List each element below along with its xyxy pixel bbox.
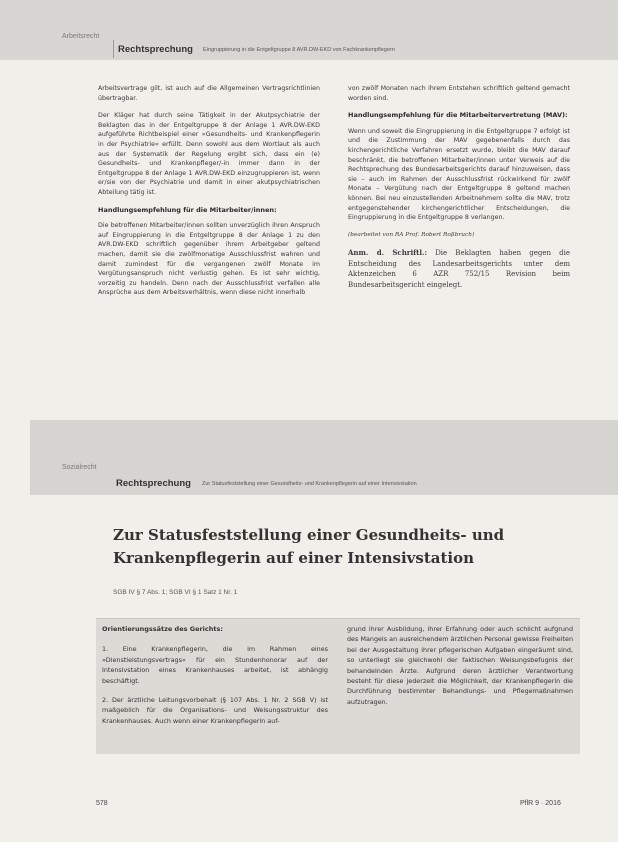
paragraph: von zwölf Monaten nach ihrem Entstehen schriftlich geltend gemacht worden sind.	[348, 85, 570, 102]
article-title: Zur Statusfeststellung einer Gesundheits- und Krankenpflegerin auf einer Intensivstation	[113, 526, 505, 567]
law-reference: SGB IV § 7 Abs. 1; SGB VI § 1 Satz 1 Nr. 1	[113, 589, 238, 596]
author-note: (bearbeitet von RA Prof. Robert Roßbruch)	[348, 231, 475, 238]
section-label: Arbeitsrecht	[62, 33, 100, 40]
principle-1: 1. Eine Krankenpflegerin, die im Rahmen eines »Dienstleistungsvertrags« für ein Stundenhonorar auf der Intensivstation eines Krankenhauses arbeitet, ist abhängig beschäftigt.	[102, 645, 328, 685]
rubric-subtitle: Eingruppierung in die Entgeltgruppe 8 AVR.DW-EKD von Fachkrankenpflegern	[203, 47, 395, 53]
editor-note-text: Die Beklagten haben gegen die Entscheidung des Landesarbeitsgerichts unter dem Aktenzeichen 6 AZR 752/15 Revision beim Bundesarbeitsgericht eingelegt.	[348, 249, 571, 289]
paragraph: Wenn und soweit die Eingruppierung in die Entgeltgruppe 7 erfolgt ist und die Zustimmung der MAV gegebenenfalls durch das kirchengerichtliche Verfahren ersetzt wurde, bleibt die MAV darauf beschränkt, die betroffenen Mitarbeiter/innen unter Verweis auf die Rechtsprechung des Bundesarbeitsgerichts darauf hinzuweisen, dass sie – auch im Rahmen der Ausschlussfrist rückwirkend für zwölf Monate – Vergütung nach der Entgeltgruppe 8 geltend machen können. Bei neu einzustellenden Arbeitnehmern sollte die MAV, trotz entgegenstehender kirchengerichtlicher Entscheidungen, die Eingruppierung in die Entgeltgruppe 8 verlangen.	[348, 127, 570, 222]
box-left-column	[102, 624, 328, 735]
page-number: 578	[96, 800, 108, 807]
rubric-subtitle: Zur Statusfeststellung einer Gesundheits- und Krankenpflegerin auf einer Intensivstation	[202, 481, 417, 487]
divider	[113, 40, 114, 58]
left-column	[98, 84, 320, 306]
paragraph: Arbeitsvertrage gilt, ist auch auf die Allgemeinen Vertragsrichtlinien übertragbar.	[98, 85, 320, 102]
section-heading: Handlungsempfehlung für die Mitarbeitervertretung (MAV):	[348, 111, 568, 120]
rubric-title: Rechtsprechung	[116, 478, 191, 489]
box-heading: Orientierungssätze des Gerichts:	[102, 625, 223, 633]
editor-note-label: Anm. d. Schriftl.:	[348, 248, 428, 258]
principle-2: 2. Der ärztliche Leitungsvorbehalt (§ 107 Abs. 1 Nr. 2 SGB V) ist maßgeblich für die Organisations- und Weisungsstruktur des Krankenhauses. Auch wenn einer Krankenpflegerin auf-	[102, 696, 328, 725]
section-heading: Handlungsempfehlung für die Mitarbeiter/innen:	[98, 205, 277, 214]
paragraph: Die betroffenen Mitarbeiter/innen sollten unverzüglich ihren Anspruch auf Eingruppierung in die Entgeltgruppe 8 der Anlage 1 zu den AVR.DW-EKD schriftlich gegenüber ihrem Arbeitgeber geltend machen, damit sie die zwölfmonatige Ausschlussfrist wahren und damit zumindest für die vergangenen zwölf Monate im Vergütungsanspruch nicht verlustig gehen. Es ist sehr wichtig, vorzeitig zu handeln. Denn nach der Ausschlussfrist verfallen alle Ansprüche aus dem Arbeitsverhältnis, wenn diese nicht innerhalb	[98, 222, 320, 297]
paragraph: Der Kläger hat durch seine Tätigkeit in der Akutpsychiatrie der Beklagten das in der Entgeltgruppe 8 der Anlage 1 AVR.DW-EKD aufgeführte Richtbeispiel einer »Gesundheits- und Krankenpflegerin in der Psychiatrie« erfüllt. Denn sowohl aus dem Wortlaut als auch aus der Systematik der Regelung ergibt sich, dass ein (e) Gesundheits- und Krankenpfleger/-in immer dann in der Entgeltgruppe 8 der Anlage 1 AVR.DW-EKD einzugruppieren ist, wenn er/sie von der Psychiatrie und damit in einer akutpsychiatrischen Abteilung tätig ist.	[98, 112, 320, 196]
principle-2-continued: grund ihrer Ausbildung, ihrer Erfahrung oder auch schlicht aufgrund des Mangels an ausreichendem ärztlichen Personal gewisse Freiheiten bei der Ausgestaltung ihrer pflegerischen Aufgaben eingeräumt sind, so unterliegt sie gleichwohl der faktischen Weisungsbefugnis der behandelnden Ärzte. Aufgrund deren ärztlicher Verantwortung besteht für diese jederzeit die Möglichkeit, der Krankenpflegerin die Durchführung bestimmter Behandlungs- und Pflegemaßnahmen aufzutragen.	[347, 625, 573, 706]
journal-issue: PflR 9 · 2016	[520, 800, 561, 807]
editor-note	[348, 248, 570, 290]
rubric-title: Rechtsprechung	[118, 44, 193, 55]
box-right-column	[347, 624, 573, 716]
section-label: Sozialrecht	[62, 464, 97, 471]
right-column	[348, 84, 570, 298]
